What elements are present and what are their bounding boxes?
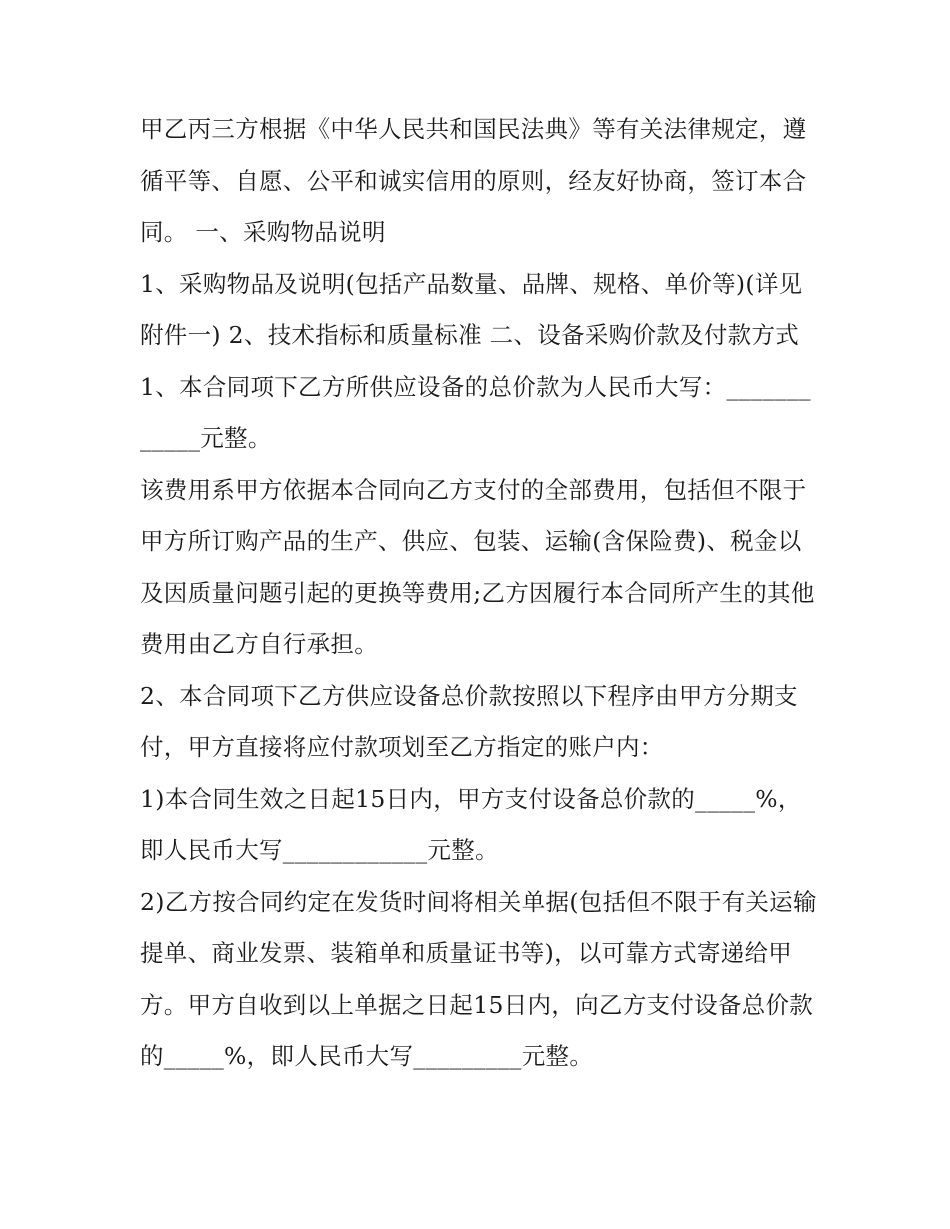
paragraph-second-installment: 2)乙方按合同约定在发货时间将相关单据(包括但不限于有关运输提单、商业发票、装箱单和质量证书等)，以可靠方式寄递给甲方。甲方自收到以上单据之日起15日内，向乙方支付设备总价款的_____%，即人民币大写_________元整。 (140, 887, 817, 1070)
document-body (140, 104, 820, 1083)
paragraph-total-price: 1、本合同项下乙方所供应设备的总价款为人民币大写：____________元整。 (140, 372, 811, 452)
paragraph-item-description: 1、采购物品及说明(包括产品数量、品牌、规格、单价等)(详见附件一) 2、技术指标和质量标准 二、设备采购价款及付款方式 (140, 269, 803, 349)
paragraph-payment-procedure: 2、本合同项下乙方供应设备总价款按照以下程序由甲方分期支付，甲方直接将应付款项划至乙方指定的账户内： (140, 681, 798, 761)
paragraph-first-installment: 1)本合同生效之日起15日内，甲方支付设备总价款的_____%，即人民币大写____________元整。 (140, 784, 802, 864)
paragraph-preamble: 甲乙丙三方根据《中华人民共和国民法典》等有关法律规定，遵循平等、自愿、公平和诚实信用的原则，经友好协商，签订本合同。 一、采购物品说明 (140, 115, 807, 246)
paragraph-fee-scope: 该费用系甲方依据本合同向乙方支付的全部费用，包括但不限于甲方所订购产品的生产、供应、包装、运输(含保险费)、税金以及因质量问题引起的更换等费用;乙方因履行本合同所产生的其他费用由乙方自行承担。 (140, 475, 815, 658)
